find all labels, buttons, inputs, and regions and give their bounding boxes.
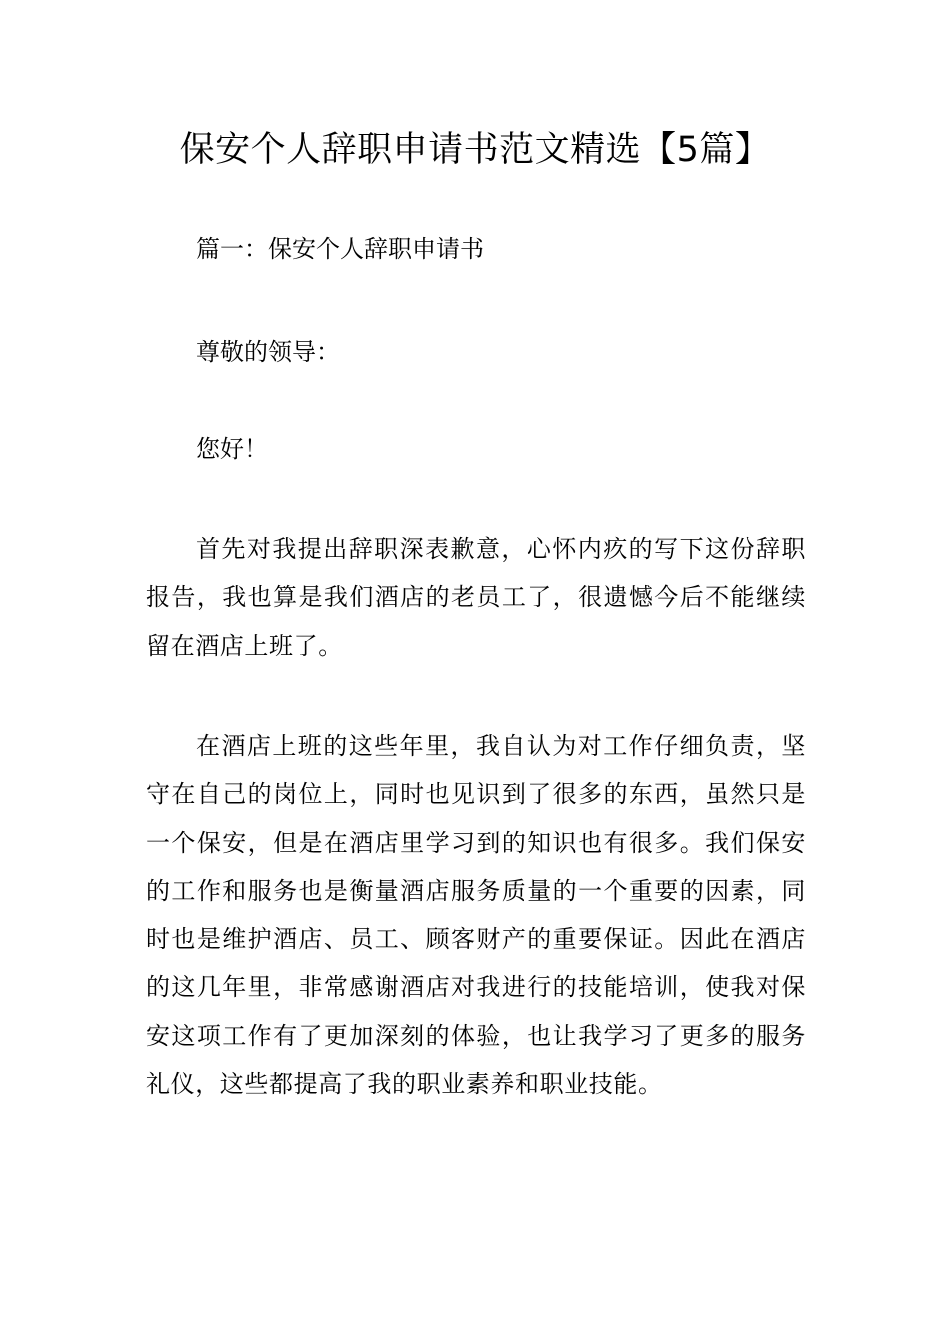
document-title: 保安个人辞职申请书范文精选【5篇】 bbox=[179, 130, 771, 170]
section-heading: 篇一：保安个人辞职申请书 bbox=[196, 235, 484, 263]
body-paragraph-1: 首先对我提出辞职深表歉意，心怀内疚的写下这份辞职报告，我也算是我们酒店的老员工了，很遗憾今后不能继续留在酒店上班了。 bbox=[146, 535, 806, 660]
salutation: 尊敬的领导： bbox=[196, 338, 340, 366]
greeting: 您好！ bbox=[196, 435, 268, 463]
body-paragraph-2: 在酒店上班的这些年里，我自认为对工作仔细负责，坚守在自己的岗位上，同时也见识到了很多的东西，虽然只是一个保安，但是在酒店里学习到的知识也有很多。我们保安的工作和服务也是衡量酒店服务质量的一个重要的因素，同时也是维护酒店、员工、顾客财产的重要保证。因此在酒店的这几年里，非常感谢酒店对我进行的技能培训，使我对保安这项工作有了更加深刻的体验，也让我学习了更多的服务礼仪，这些都提高了我的职业素养和职业技能。 bbox=[146, 732, 806, 1099]
